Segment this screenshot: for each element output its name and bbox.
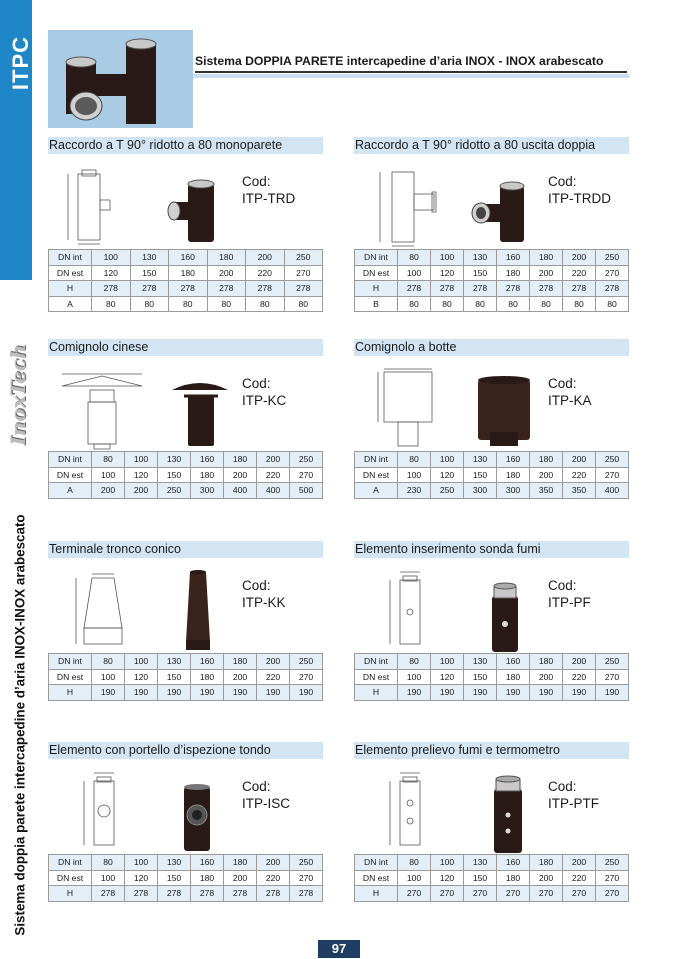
code-label: Cod:: [242, 376, 271, 391]
table-cell: 220: [563, 265, 596, 281]
product-code: ITP-KA: [548, 393, 592, 408]
table-cell: 150: [158, 467, 191, 483]
technical-drawing: [48, 759, 238, 854]
table-cell: 100: [125, 452, 158, 468]
table-cell: B: [355, 296, 398, 312]
spec-table: [354, 451, 629, 499]
table-cell: A: [49, 296, 92, 312]
product-section: [354, 137, 629, 312]
table-cell: 120: [92, 265, 131, 281]
table-cell: 220: [257, 467, 290, 483]
table-cell: 80: [398, 250, 431, 266]
table-cell: 130: [464, 452, 497, 468]
table-cell: 200: [563, 250, 596, 266]
technical-drawing: [354, 356, 544, 451]
table-row: [355, 281, 629, 297]
product-section: [48, 339, 323, 499]
table-cell: 160: [497, 654, 530, 670]
table-cell: DN int: [49, 855, 92, 871]
table-cell: 100: [92, 669, 125, 685]
table-cell: 200: [257, 855, 290, 871]
table-cell: DN est: [49, 265, 92, 281]
table-cell: 80: [398, 296, 431, 312]
section-title: Comignolo a botte: [354, 339, 629, 356]
table-cell: 80: [563, 296, 596, 312]
spec-table: [48, 854, 323, 902]
table-cell: 80: [169, 296, 208, 312]
table-cell: A: [355, 483, 398, 499]
table-cell: 150: [464, 870, 497, 886]
table-row: [49, 870, 323, 886]
table-cell: 250: [290, 855, 323, 871]
section-title: Raccordo a T 90° ridotto a 80 uscita doppia: [354, 137, 629, 154]
table-cell: 80: [92, 855, 125, 871]
table-cell: 80: [596, 296, 629, 312]
table-cell: 190: [398, 685, 431, 701]
table-cell: 190: [530, 685, 563, 701]
table-row: [355, 669, 629, 685]
table-cell: 100: [92, 870, 125, 886]
table-row: [355, 296, 629, 312]
table-cell: 250: [158, 483, 191, 499]
product-section: [354, 742, 629, 902]
table-cell: 120: [431, 467, 464, 483]
table-cell: 250: [290, 654, 323, 670]
table-cell: 150: [464, 265, 497, 281]
table-cell: 190: [125, 685, 158, 701]
table-row: [49, 669, 323, 685]
product-figure: [48, 154, 323, 249]
table-cell: 200: [125, 483, 158, 499]
technical-drawing: [354, 154, 544, 249]
table-row: [49, 855, 323, 871]
table-cell: H: [49, 281, 92, 297]
table-cell: 150: [158, 669, 191, 685]
table-cell: 180: [530, 855, 563, 871]
table-cell: 80: [284, 296, 323, 312]
table-cell: 278: [464, 281, 497, 297]
table-cell: 270: [290, 669, 323, 685]
technical-drawing: [48, 154, 238, 249]
table-cell: 270: [596, 886, 629, 902]
product-figure: [48, 558, 323, 653]
table-row: [49, 250, 323, 266]
page-title: Sistema DOPPIA PARETE intercapedine d’aria INOX - INOX arabescato: [195, 54, 627, 73]
table-cell: 200: [530, 669, 563, 685]
table-cell: 190: [431, 685, 464, 701]
side-logo-text: InoxTech: [6, 344, 30, 446]
product-code: ITP-TRDD: [548, 191, 611, 206]
table-cell: 200: [246, 250, 285, 266]
table-cell: 160: [169, 250, 208, 266]
table-cell: 278: [92, 886, 125, 902]
table-cell: 270: [596, 870, 629, 886]
table-cell: 120: [431, 870, 464, 886]
table-cell: 220: [563, 669, 596, 685]
table-cell: 200: [530, 467, 563, 483]
table-cell: 190: [257, 685, 290, 701]
table-cell: 160: [497, 855, 530, 871]
table-cell: 80: [398, 452, 431, 468]
product-figure: [354, 154, 629, 249]
table-cell: 200: [530, 870, 563, 886]
spec-table: [354, 854, 629, 902]
table-cell: 180: [191, 467, 224, 483]
table-cell: 130: [464, 654, 497, 670]
table-cell: 250: [596, 452, 629, 468]
code-label: Cod:: [548, 174, 577, 189]
table-cell: 230: [398, 483, 431, 499]
table-cell: 160: [191, 654, 224, 670]
table-cell: DN est: [355, 870, 398, 886]
table-cell: 190: [290, 685, 323, 701]
table-cell: 180: [497, 870, 530, 886]
product-figure: [354, 558, 629, 653]
table-cell: 100: [431, 855, 464, 871]
table-cell: 180: [530, 250, 563, 266]
table-cell: 250: [596, 855, 629, 871]
table-cell: 270: [563, 886, 596, 902]
table-row: [355, 870, 629, 886]
table-cell: 160: [497, 452, 530, 468]
table-row: [49, 685, 323, 701]
table-cell: 500: [290, 483, 323, 499]
table-cell: 120: [125, 467, 158, 483]
table-cell: 270: [290, 870, 323, 886]
table-cell: 278: [398, 281, 431, 297]
side-caption-text: Sistema doppia parete intercapedine d’aria INOX-INOX arabescato: [12, 514, 28, 936]
table-cell: 100: [398, 870, 431, 886]
table-cell: A: [49, 483, 92, 499]
page-number: 97: [318, 940, 360, 958]
table-row: [355, 483, 629, 499]
table-cell: 190: [497, 685, 530, 701]
table-cell: 270: [497, 886, 530, 902]
table-cell: 278: [497, 281, 530, 297]
table-cell: 100: [431, 452, 464, 468]
code-label: Cod:: [242, 779, 271, 794]
table-cell: 180: [497, 669, 530, 685]
table-cell: 200: [563, 654, 596, 670]
spec-table: [354, 249, 629, 312]
product-figure: [354, 356, 629, 451]
table-row: [49, 467, 323, 483]
table-cell: 278: [596, 281, 629, 297]
table-cell: 190: [92, 685, 125, 701]
table-cell: 80: [497, 296, 530, 312]
table-cell: 278: [246, 281, 285, 297]
table-cell: 250: [290, 452, 323, 468]
table-row: [49, 483, 323, 499]
table-cell: 200: [563, 452, 596, 468]
table-cell: 120: [431, 265, 464, 281]
table-row: [355, 855, 629, 871]
table-cell: 160: [191, 855, 224, 871]
product-code: ITP-KK: [242, 595, 286, 610]
section-title: Elemento prelievo fumi e termometro: [354, 742, 629, 759]
table-cell: 80: [92, 452, 125, 468]
table-cell: 278: [284, 281, 323, 297]
table-cell: DN int: [49, 654, 92, 670]
product-figure: [48, 356, 323, 451]
section-title: Comignolo cinese: [48, 339, 323, 356]
table-cell: 400: [257, 483, 290, 499]
table-cell: H: [49, 886, 92, 902]
brand-logo-text: ITPC: [8, 35, 34, 91]
table-cell: 100: [431, 250, 464, 266]
table-cell: 278: [530, 281, 563, 297]
table-cell: 220: [257, 870, 290, 886]
table-cell: 270: [398, 886, 431, 902]
product-code: ITP-TRD: [242, 191, 296, 206]
product-figure: [354, 759, 629, 854]
table-cell: 190: [563, 685, 596, 701]
table-row: [49, 296, 323, 312]
spec-table: [354, 653, 629, 701]
table-cell: 130: [158, 855, 191, 871]
table-cell: 100: [125, 654, 158, 670]
table-cell: 100: [92, 250, 131, 266]
table-cell: 220: [563, 870, 596, 886]
table-cell: 190: [224, 685, 257, 701]
table-cell: 180: [224, 654, 257, 670]
product-code: ITP-PTF: [548, 796, 599, 811]
table-cell: 120: [125, 669, 158, 685]
table-cell: 150: [130, 265, 169, 281]
table-cell: 278: [207, 281, 246, 297]
spec-table: [48, 249, 323, 312]
table-row: [355, 886, 629, 902]
product-section: [48, 541, 323, 701]
table-cell: 270: [596, 467, 629, 483]
table-cell: 400: [224, 483, 257, 499]
brand-tab-point: [0, 170, 32, 280]
table-cell: 80: [530, 296, 563, 312]
table-cell: 220: [246, 265, 285, 281]
table-cell: 270: [431, 886, 464, 902]
product-section: [48, 137, 323, 312]
table-cell: 300: [464, 483, 497, 499]
table-cell: 270: [596, 669, 629, 685]
table-cell: 80: [207, 296, 246, 312]
table-cell: 200: [257, 654, 290, 670]
technical-drawing: [48, 356, 238, 451]
table-cell: 278: [169, 281, 208, 297]
table-cell: 278: [224, 886, 257, 902]
code-label: Cod:: [242, 578, 271, 593]
table-cell: 80: [398, 654, 431, 670]
table-cell: 350: [530, 483, 563, 499]
table-cell: 400: [596, 483, 629, 499]
table-cell: 278: [290, 886, 323, 902]
table-cell: 278: [125, 886, 158, 902]
table-cell: H: [355, 685, 398, 701]
table-cell: 278: [431, 281, 464, 297]
section-title: Terminale tronco conico: [48, 541, 323, 558]
table-cell: 250: [596, 250, 629, 266]
table-cell: 200: [224, 669, 257, 685]
table-cell: 270: [464, 886, 497, 902]
table-cell: 80: [398, 855, 431, 871]
table-cell: DN int: [49, 452, 92, 468]
table-cell: 150: [464, 467, 497, 483]
header-band: [193, 74, 629, 78]
table-cell: DN int: [49, 250, 92, 266]
side-logo: [6, 345, 30, 445]
product-code: ITP-KC: [242, 393, 287, 408]
table-cell: 300: [191, 483, 224, 499]
table-cell: 80: [92, 296, 131, 312]
table-row: [355, 452, 629, 468]
table-cell: H: [355, 281, 398, 297]
table-cell: 250: [596, 654, 629, 670]
table-cell: 300: [497, 483, 530, 499]
section-title: Elemento inserimento sonda fumi: [354, 541, 629, 558]
side-caption: [10, 514, 30, 936]
product-section: [354, 541, 629, 701]
table-cell: DN est: [49, 870, 92, 886]
table-cell: 80: [92, 654, 125, 670]
table-cell: 100: [125, 855, 158, 871]
spec-table: [48, 451, 323, 499]
table-cell: 250: [431, 483, 464, 499]
section-title: Raccordo a T 90° ridotto a 80 monoparete: [48, 137, 323, 154]
table-cell: 180: [191, 870, 224, 886]
table-row: [355, 250, 629, 266]
table-row: [355, 265, 629, 281]
table-row: [49, 654, 323, 670]
table-cell: 150: [464, 669, 497, 685]
table-cell: 180: [530, 654, 563, 670]
product-figure: [48, 759, 323, 854]
table-cell: 180: [224, 452, 257, 468]
table-cell: H: [355, 886, 398, 902]
spec-table: [48, 653, 323, 701]
table-cell: DN est: [49, 467, 92, 483]
table-cell: DN int: [355, 452, 398, 468]
table-cell: DN est: [355, 265, 398, 281]
table-cell: 190: [191, 685, 224, 701]
table-cell: 270: [596, 265, 629, 281]
table-cell: H: [49, 685, 92, 701]
code-label: Cod:: [242, 174, 271, 189]
table-row: [355, 467, 629, 483]
table-cell: 200: [257, 452, 290, 468]
table-cell: 200: [207, 265, 246, 281]
table-row: [355, 685, 629, 701]
table-cell: 270: [290, 467, 323, 483]
table-cell: 180: [530, 452, 563, 468]
table-cell: 80: [246, 296, 285, 312]
table-cell: 278: [158, 886, 191, 902]
table-cell: 190: [464, 685, 497, 701]
table-cell: 220: [257, 669, 290, 685]
table-cell: 278: [130, 281, 169, 297]
table-cell: 80: [431, 296, 464, 312]
table-cell: 350: [563, 483, 596, 499]
table-cell: 130: [158, 654, 191, 670]
table-row: [49, 265, 323, 281]
table-cell: 278: [92, 281, 131, 297]
table-cell: 190: [158, 685, 191, 701]
table-row: [49, 281, 323, 297]
technical-drawing: [48, 558, 238, 653]
table-cell: 100: [398, 669, 431, 685]
header-product-photo: [48, 30, 193, 128]
code-label: Cod:: [548, 376, 577, 391]
table-row: [49, 452, 323, 468]
table-cell: 220: [563, 467, 596, 483]
table-cell: 150: [158, 870, 191, 886]
table-cell: 100: [92, 467, 125, 483]
product-code: ITP-PF: [548, 595, 591, 610]
table-cell: 160: [497, 250, 530, 266]
table-cell: 180: [497, 265, 530, 281]
table-cell: 250: [284, 250, 323, 266]
table-cell: 270: [530, 886, 563, 902]
table-cell: 180: [497, 467, 530, 483]
table-cell: DN int: [355, 250, 398, 266]
table-cell: DN est: [49, 669, 92, 685]
table-cell: DN int: [355, 855, 398, 871]
product-section: [354, 339, 629, 499]
table-cell: 130: [464, 250, 497, 266]
code-label: Cod:: [548, 578, 577, 593]
table-cell: 200: [224, 870, 257, 886]
table-cell: 200: [563, 855, 596, 871]
table-row: [49, 886, 323, 902]
table-cell: 180: [169, 265, 208, 281]
table-cell: 120: [125, 870, 158, 886]
table-cell: DN est: [355, 467, 398, 483]
table-cell: 160: [191, 452, 224, 468]
table-cell: 180: [207, 250, 246, 266]
table-cell: 278: [191, 886, 224, 902]
table-cell: 278: [563, 281, 596, 297]
technical-drawing: [354, 759, 544, 854]
table-cell: 190: [596, 685, 629, 701]
table-cell: 130: [130, 250, 169, 266]
table-cell: 130: [158, 452, 191, 468]
product-code: ITP-ISC: [242, 796, 291, 811]
table-cell: 100: [398, 467, 431, 483]
table-cell: DN est: [355, 669, 398, 685]
table-cell: 100: [431, 654, 464, 670]
product-section: [48, 742, 323, 902]
table-cell: 130: [464, 855, 497, 871]
section-title: Elemento con portello d’ispezione tondo: [48, 742, 323, 759]
technical-drawing: [354, 558, 544, 653]
table-cell: 200: [224, 467, 257, 483]
table-cell: 180: [224, 855, 257, 871]
table-cell: 270: [284, 265, 323, 281]
table-cell: 80: [464, 296, 497, 312]
table-row: [355, 654, 629, 670]
table-cell: 100: [398, 265, 431, 281]
table-cell: 80: [130, 296, 169, 312]
code-label: Cod:: [548, 779, 577, 794]
table-cell: 200: [530, 265, 563, 281]
table-cell: 278: [257, 886, 290, 902]
table-cell: 180: [191, 669, 224, 685]
table-cell: DN int: [355, 654, 398, 670]
table-cell: 120: [431, 669, 464, 685]
table-cell: 200: [92, 483, 125, 499]
